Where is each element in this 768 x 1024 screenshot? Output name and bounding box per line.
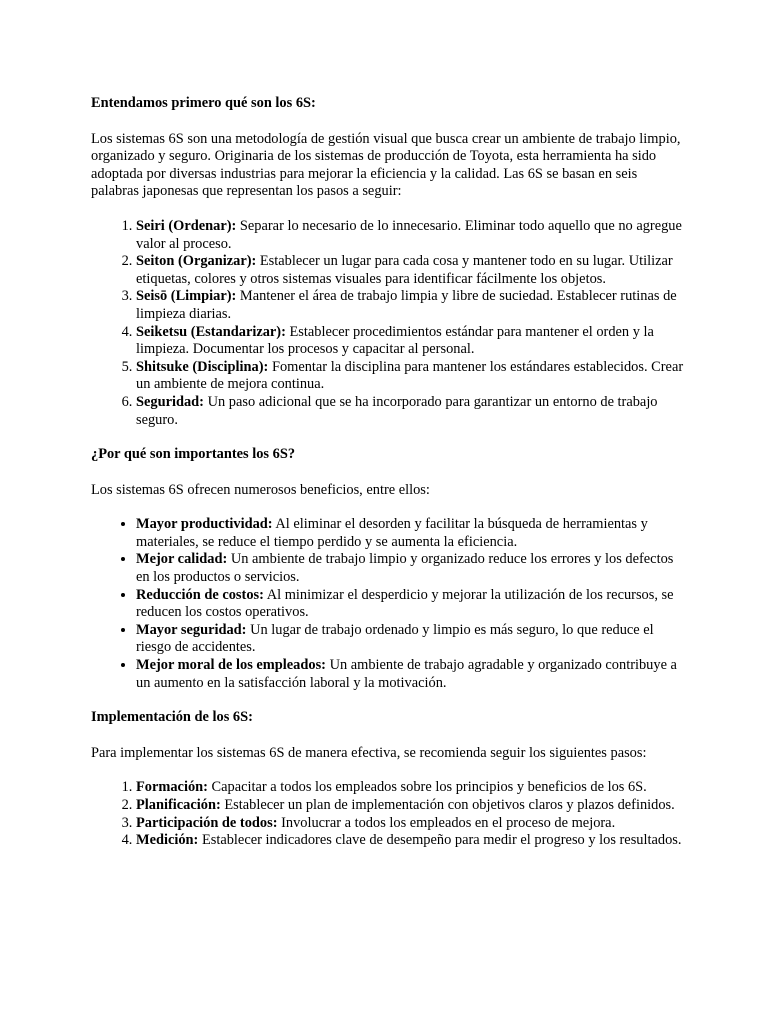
list-item-text: Establecer procedimientos estándar para mantener el orden y la limpieza. Documentar los procesos y capacitar al personal.	[136, 323, 654, 358]
list-item-text: Al minimizar el desperdicio y mejorar la utilización de los recursos, se reducen los costos operativos.	[136, 586, 674, 621]
list-item-text: Involucrar a todos los empleados en el proceso de mejora.	[277, 814, 616, 831]
list-item	[136, 359, 687, 394]
section-heading-implementation: Implementación de los 6S:	[91, 709, 253, 726]
list-item-text: Un paso adicional que se ha incorporado para garantizar un entorno de trabajo seguro.	[136, 393, 658, 428]
list-item-text: Un lugar de trabajo ordenado y limpio es más seguro, lo que reduce el riesgo de accidentes.	[136, 621, 654, 656]
list-item	[136, 516, 687, 551]
list-item	[136, 288, 687, 323]
intro-paragraph: Los sistemas 6S son una metodología de gestión visual que busca crear un ambiente de trabajo limpio, organizado y seguro. Originaria de los sistemas de producción de Toyota, esta herramienta ha sido adoptada por diversas industrias para mejorar la eficiencia y la calidad. Las 6S se basan en seis palabras japonesas que representan los pasos a seguir:	[91, 130, 681, 200]
list-item-text: Establecer un lugar para cada cosa y mantener todo en su lugar. Utilizar etiquetas, colores y otros sistemas visuales para identificar fácilmente los objetos.	[136, 253, 673, 287]
list-item-text: Establecer indicadores clave de desempeño para medir el progreso y los resultados.	[198, 832, 682, 849]
list-item-term: Reducción de costos:	[136, 586, 264, 603]
list-item-term: Medición:	[136, 832, 199, 849]
list-item	[136, 815, 687, 833]
list-item-term: Seiton (Organizar):	[136, 253, 257, 270]
list-item	[136, 657, 687, 692]
list-item-text: Un ambiente de trabajo limpio y organizado reduce los errores y los defectos en los productos o servicios.	[136, 551, 674, 586]
list-item	[136, 551, 687, 586]
list-item-text: Fomentar la disciplina para mantener los estándares establecidos. Crear un ambiente de mejora continua.	[136, 358, 684, 393]
benefits-intro-paragraph: Los sistemas 6S ofrecen numerosos beneficios, entre ellos:	[91, 481, 430, 498]
list-item-term: Mayor seguridad:	[136, 621, 247, 638]
list-item	[136, 622, 687, 657]
list-item-text: Un ambiente de trabajo agradable y organizado contribuye a un aumento en la satisfacción laboral y la motivación.	[136, 657, 677, 691]
list-item	[136, 797, 687, 815]
implementation-steps-list	[91, 779, 687, 849]
list-item-term: Mayor productividad:	[136, 516, 273, 533]
list-item	[136, 394, 687, 429]
list-item-text: Separar lo necesario de lo innecesario. Eliminar todo aquello que no agregue valor al proceso.	[136, 217, 682, 252]
list-item	[136, 324, 687, 359]
list-item-term: Formación:	[136, 779, 208, 796]
list-item-text: Capacitar a todos los empleados sobre los principios y beneficios de los 6S.	[207, 779, 647, 796]
list-item-text: Al eliminar el desorden y facilitar la búsqueda de herramientas y materiales, se reduce el tiempo perdido y se aumenta la eficiencia.	[136, 516, 648, 550]
list-item-term: Seiri (Ordenar):	[136, 217, 237, 234]
list-item-term: Planificación:	[136, 797, 221, 813]
list-item	[136, 253, 687, 288]
list-item-term: Mejor calidad:	[136, 551, 228, 568]
list-item-term: Shitsuke (Disciplina):	[136, 358, 269, 375]
list-item	[136, 832, 687, 850]
section-heading-what-are-6s: Entendamos primero qué son los 6S:	[91, 95, 316, 111]
list-item-term: Seiketsu (Estandarizar):	[136, 323, 286, 340]
list-item	[136, 587, 687, 622]
list-item	[136, 779, 687, 797]
list-item-text: Mantener el área de trabajo limpia y libre de suciedad. Establecer rutinas de limpieza diarias.	[136, 288, 677, 322]
implementation-intro-paragraph: Para implementar los sistemas 6S de manera efectiva, se recomienda seguir los siguientes pasos:	[91, 744, 647, 761]
list-item-text: Establecer un plan de implementación con objetivos claros y plazos definidos.	[220, 797, 675, 813]
section-heading-why-important: ¿Por qué son importantes los 6S?	[91, 446, 296, 463]
list-item-term: Seisō (Limpiar):	[136, 288, 237, 305]
six-s-list	[91, 218, 687, 429]
list-item-term: Seguridad:	[136, 393, 204, 410]
list-item	[136, 218, 687, 253]
benefits-list	[91, 516, 687, 692]
document-page	[91, 95, 687, 850]
list-item-term: Mejor moral de los empleados:	[136, 657, 326, 674]
list-item-term: Participación de todos:	[136, 814, 278, 831]
